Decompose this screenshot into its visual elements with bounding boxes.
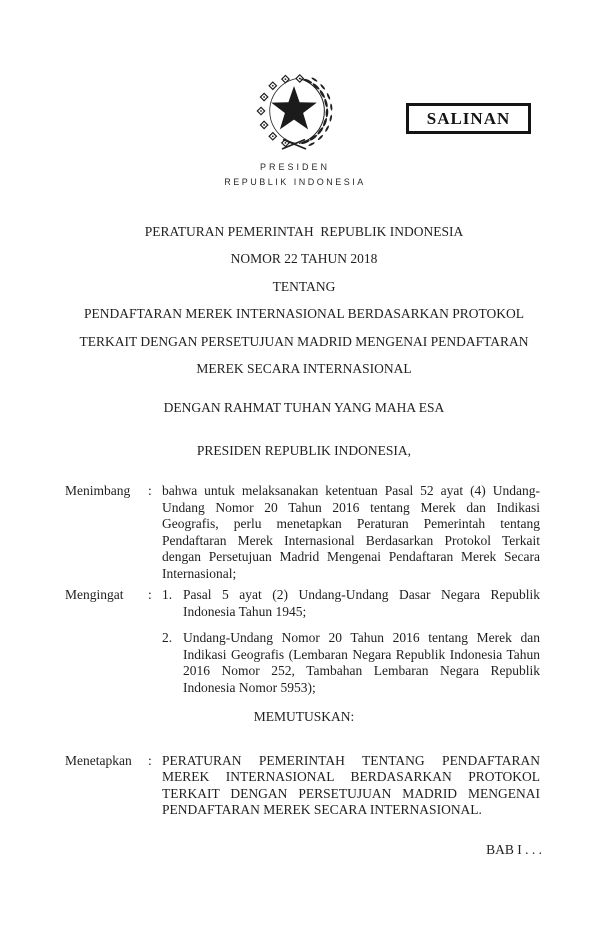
recalling-list	[162, 587, 540, 696]
list-item-number: 2.	[162, 630, 173, 646]
letterhead-presiden: PRESIDEN	[259, 162, 330, 172]
title-line-subject-3: MEREK SECARA INTERNASIONAL	[196, 361, 412, 377]
document-title	[0, 218, 608, 382]
enacting-colon: :	[148, 752, 152, 768]
enacting-label: Menetapkan	[65, 752, 132, 768]
list-item	[162, 630, 540, 696]
invocation-line: DENGAN RAHMAT TUHAN YANG MAHA ESA	[163, 400, 445, 416]
enacting-text: PERATURAN PEMERINTAH TENTANG PENDAFTARAN MEREK INTERNASIONAL BERDASARKAN PROTOKOL TERKAIT DENGAN PERSETUJUAN MADRID MENGENAI PENDAFTARAN MEREK SECARA INTERNASIONAL.	[162, 752, 540, 818]
title-line-regulation: PERATURAN PEMERINTAH REPUBLIK INDONESIA	[144, 224, 464, 239]
recalling-clause	[65, 587, 542, 696]
rice-branch	[301, 77, 333, 147]
authority-line: PRESIDEN REPUBLIK INDONESIA,	[196, 442, 412, 458]
letterhead	[164, 162, 426, 187]
considering-label: Menimbang	[65, 483, 131, 499]
letterhead-republik-indonesia: REPUBLIK INDONESIA	[224, 177, 366, 187]
title-line-subject-2: TERKAIT DENGAN PERSETUJUAN MADRID MENGENAI PENDAFTARAN	[79, 333, 529, 349]
star-icon	[271, 86, 317, 129]
title-line-tentang: TENTANG	[272, 278, 336, 294]
list-item-number: 1.	[162, 587, 173, 603]
considering-text: bahwa untuk melaksanakan ketentuan Pasal 52 ayat (4) Undang-Undang Nomor 20 Tahun 2016 tentang Merek dan Indikasi Geografis, perlu menetapkan Peraturan Pemerintah tentang Pendaftaran Merek Internasional Berdasarkan Protokol Terkait dengan Persetujuan Madrid Mengenai Pendaftaran Merek Secara Internasional;	[162, 483, 540, 581]
considering-colon: :	[148, 483, 152, 499]
salinan-stamp	[406, 103, 531, 134]
enacting-clause	[65, 753, 542, 819]
decision-heading: MEMUTUSKAN:	[253, 709, 355, 725]
salinan-stamp-label: SALINAN	[426, 108, 511, 128]
list-item-text: Pasal 5 ayat (2) Undang-Undang Dasar Negara Republik Indonesia Tahun 1945;	[183, 587, 540, 619]
recalling-colon: :	[148, 587, 152, 603]
list-item	[162, 587, 540, 620]
page-catchword: BAB I . . .	[486, 841, 542, 857]
presidential-emblem-icon	[251, 70, 337, 154]
document-body	[0, 218, 608, 858]
list-item-text: Undang-Undang Nomor 20 Tahun 2016 tentang Merek dan Indikasi Geografis (Lembaran Negara Republik Indonesia Tahun 2016 Nomor 252, Tambahan Lembaran Negara Republik Indonesia Nomor 5953);	[183, 630, 540, 695]
recalling-label: Mengingat	[65, 587, 124, 603]
considering-clause	[65, 483, 542, 582]
title-line-subject-1: PENDAFTARAN MEREK INTERNASIONAL BERDASARKAN PROTOKOL	[84, 306, 524, 322]
title-line-number: NOMOR 22 TAHUN 2018	[230, 251, 378, 267]
